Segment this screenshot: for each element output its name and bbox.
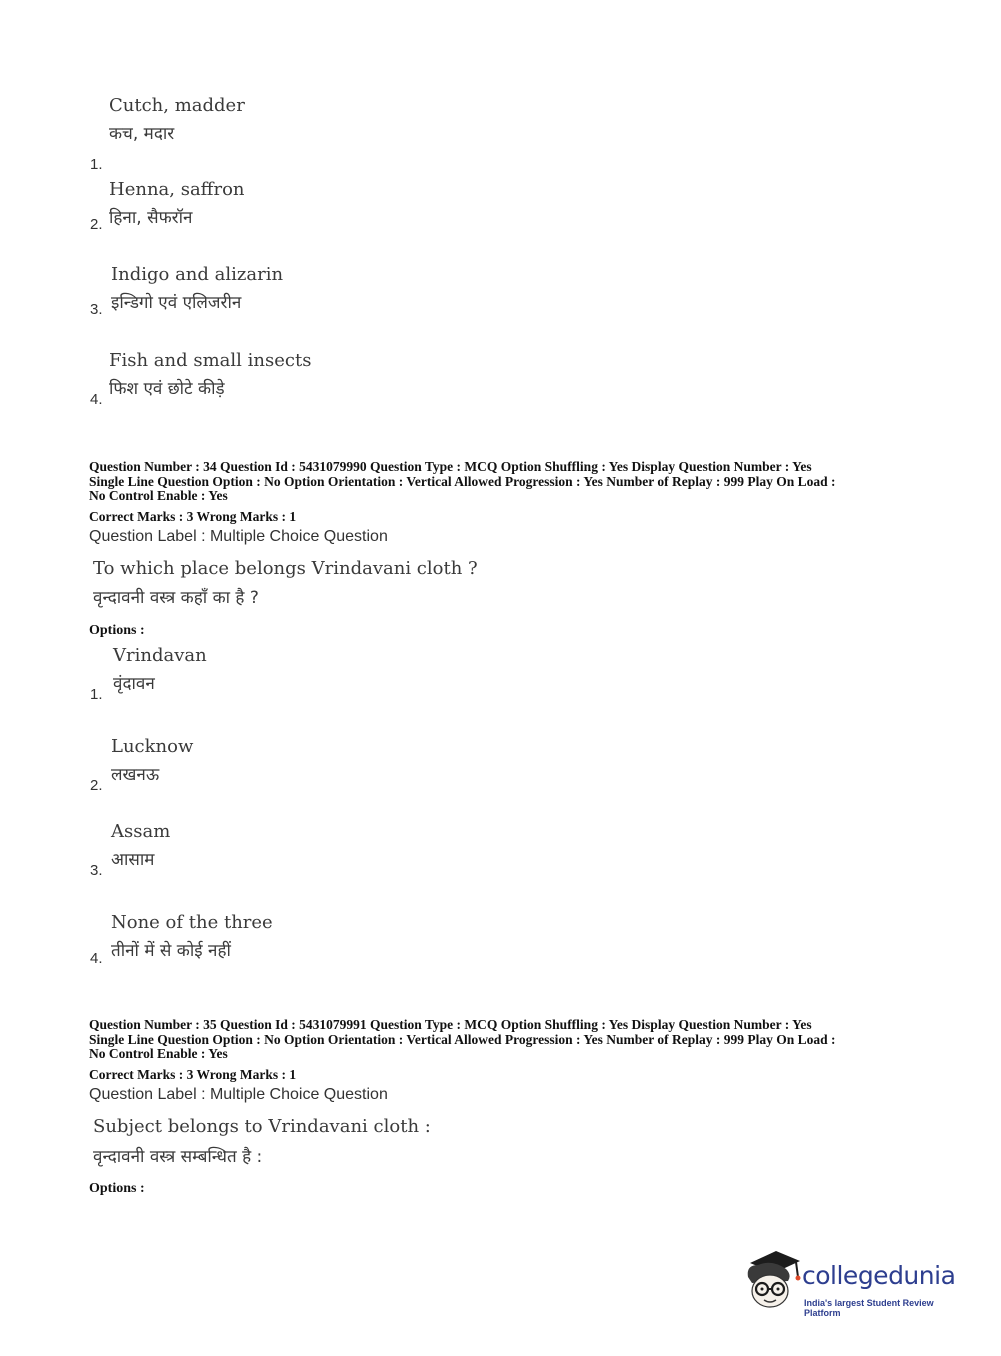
meta-line: Single Line Question Option : No Option Orientation : Vertical Allowed Progression : Yes Number of Replay : 999 Play On Load : (89, 1031, 836, 1047)
option-text-en: Lucknow (111, 736, 194, 757)
option-text-en: Vrindavan (113, 645, 207, 666)
q34-options-label: Options : (89, 623, 145, 638)
option-text-hi: कच, मदार (109, 124, 175, 144)
meta-line: Single Line Question Option : No Option Orientation : Vertical Allowed Progression : Yes Number of Replay : 999 Play On Load : (89, 473, 836, 489)
q35-question-text-en: Subject belongs to Vrindavani cloth : (93, 1116, 431, 1137)
q35-marks: Correct Marks : 3 Wrong Marks : 1 (89, 1067, 297, 1082)
option-text-en: Assam (111, 821, 171, 842)
option-number: 2. (90, 777, 103, 794)
option-number: 3. (90, 862, 103, 879)
option-number: 4. (90, 950, 103, 967)
q33-option-1[interactable] (88, 95, 508, 175)
q33-option-4[interactable] (88, 350, 508, 410)
q34-option-3[interactable] (88, 821, 508, 881)
q34-question-label: Question Label : Multiple Choice Question (89, 528, 388, 545)
meta-line: Question Number : 35 Question Id : 5431079991 Question Type : MCQ Option Shuffling : Yes Display Question Number : Yes (89, 1017, 812, 1032)
option-number: 3. (90, 301, 103, 318)
option-text-en: Indigo and alizarin (111, 264, 284, 285)
q35-meta (89, 1018, 919, 1062)
option-number: 1. (90, 156, 103, 173)
option-number: 1. (90, 686, 103, 703)
option-text-en: Fish and small insects (109, 350, 312, 371)
option-text-hi: इन्डिगो एवं एलिजरीन (111, 293, 242, 313)
q33-option-3[interactable] (88, 264, 508, 320)
q34-option-4[interactable] (88, 912, 508, 969)
option-number: 2. (90, 216, 103, 233)
meta-line: No Control Enable : Yes (89, 1046, 228, 1061)
q34-marks: Correct Marks : 3 Wrong Marks : 1 (89, 509, 297, 524)
q35-options-label: Options : (89, 1181, 145, 1196)
option-text-hi: फिश एवं छोटे कीड़े (109, 379, 225, 399)
option-text-en: None of the three (111, 912, 273, 933)
q35-question-label: Question Label : Multiple Choice Question (89, 1086, 388, 1103)
meta-line: Question Number : 34 Question Id : 5431079990 Question Type : MCQ Option Shuffling : Yes Display Question Number : Yes (89, 459, 812, 474)
q34-meta (89, 460, 919, 504)
q34-option-1[interactable] (88, 645, 508, 705)
option-text-en: Cutch, madder (109, 95, 245, 116)
logo-brand-text: collegedunia (802, 1261, 956, 1290)
q34-option-2[interactable] (88, 736, 508, 796)
q34-question-text-hi: वृन्दावनी वस्त्र कहाँ का है ? (93, 588, 259, 608)
option-number: 4. (90, 391, 103, 408)
meta-line: No Control Enable : Yes (89, 488, 228, 503)
option-text-hi: हिना, सैफरॉन (109, 208, 193, 228)
graduate-cartoon-icon (742, 1247, 802, 1313)
collegedunia-logo[interactable] (742, 1247, 972, 1317)
option-text-hi: तीनों में से कोई नहीं (111, 941, 231, 961)
option-text-hi: लखनऊ (111, 765, 160, 785)
q35-question-text-hi: वृन्दावनी वस्त्र सम्बन्धित है : (93, 1147, 263, 1167)
q33-option-2[interactable] (88, 179, 508, 235)
q34-question-text-en: To which place belongs Vrindavani cloth ? (93, 558, 478, 579)
logo-tagline: India's largest Student Review Platform (804, 1298, 934, 1318)
option-text-hi: वृंदावन (113, 674, 155, 694)
option-text-hi: आसाम (111, 850, 155, 870)
option-text-en: Henna, saffron (109, 179, 245, 200)
